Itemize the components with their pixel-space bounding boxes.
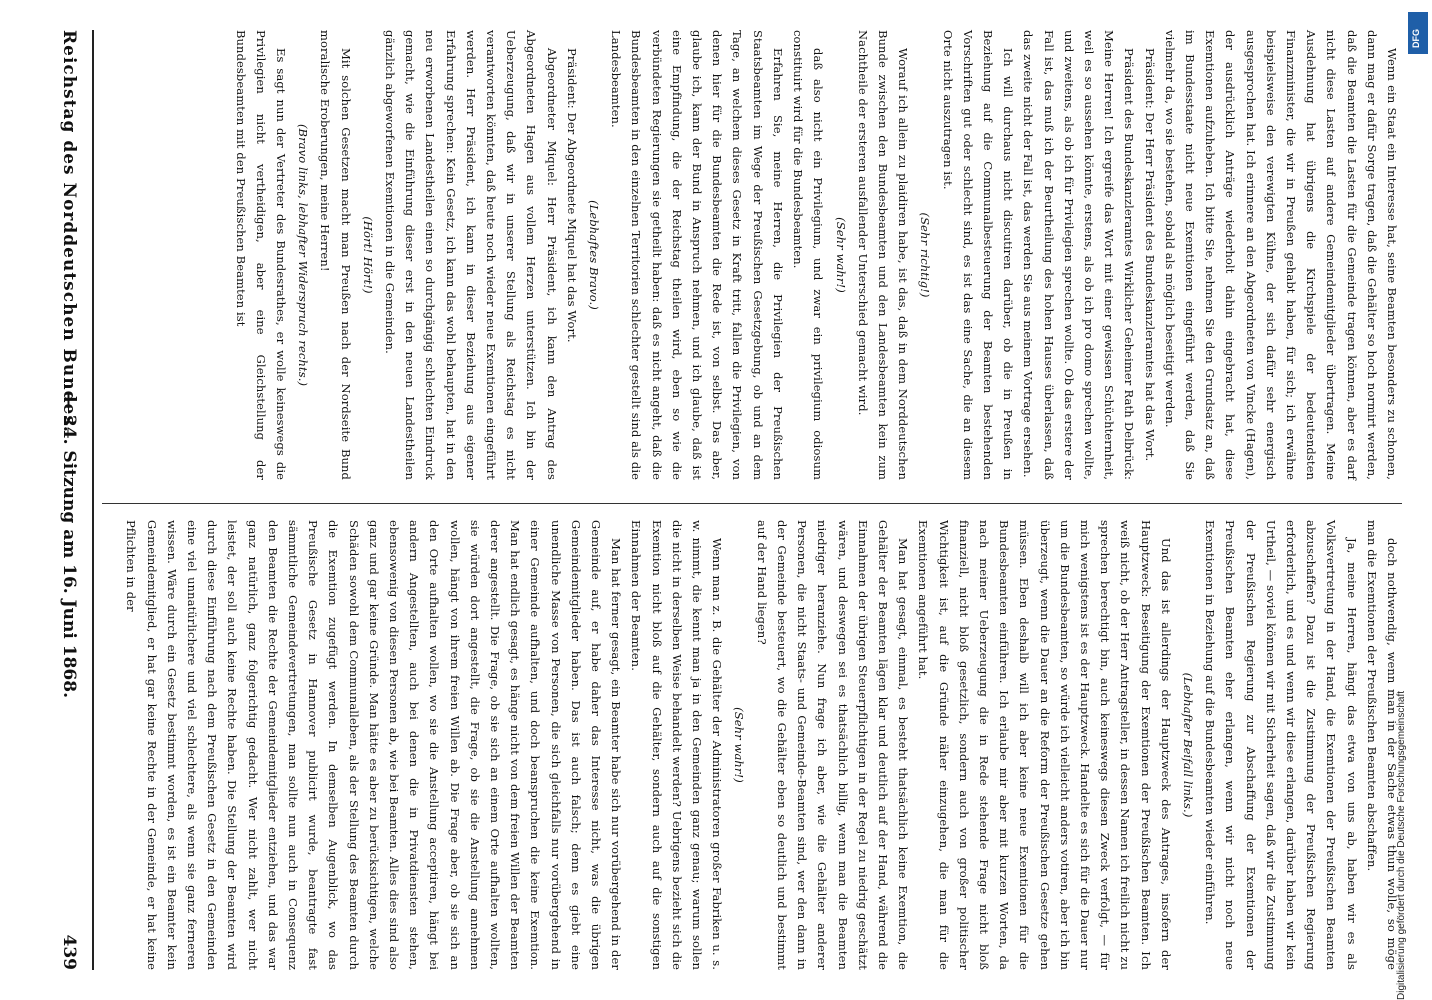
paragraph: Ich will durchaus nicht discutiren darüber, ob die in Preußen in Beziehung auf die Communalbesteuerung der Beamten bestehenden Vorschriften gut oder schlecht sind, es ist das eine Sache, die an diesem Orte nicht auszutragen ist. — [940, 30, 1016, 480]
interjection: (Sehr wahr!) — [732, 707, 747, 783]
header-title: Reichstag des Norddeutschen Bundes. — [59, 30, 79, 433]
right-column — [102, 520, 1402, 970]
paragraph: doch nothwendig, wenn man in der Sache etwas thun wolle, so möge man die Exemtionen der Preußischen Beamten abschaffen. — [1364, 520, 1399, 970]
dfg-logo: DFG — [1408, 12, 1428, 54]
paragraph: Präsident: Der Herr Präsident des Bundeskanzleramtes hat das Wort. — [1142, 48, 1157, 462]
interjection: (Bravo links, lebhafter Widerspruch rechts.) — [296, 123, 311, 387]
left-column — [102, 30, 1402, 480]
interjection: (Lebhafter Beifall links.) — [1180, 672, 1195, 818]
page-number: 439 — [59, 934, 79, 970]
paragraph: Ja, meine Herren, hängt das etwa von uns ab, haben wir es als Volksvertretung in der Hand, die Exemtionen der Preußischen Beamten abzuschaffen? Dazu ist die Zustimmung der Preußischen Regierung erforderlich, und es und wenn wir diese erlangen, darüber haben wir kein Urtheil, — soviel können wir mit Sicherheit sagen, daß wir die Zustimmung der Preußischen Regierung zur Abschaffung der Exemtionen der Preußischen Beamten eher erlangen, wenn wir nicht noch neue Exemtionen in Beziehung auf die Bundesbeamten wieder einführen. — [1203, 520, 1359, 970]
interjection: (Sehr wahr!) — [833, 217, 848, 293]
paragraph: daß also nicht ein Privilegium, und zwar ein privilegium odiosum constituirt wird für die Bundesbeamten. — [791, 30, 826, 480]
paragraph: Worauf ich allein zu plaidiren habe, ist das, daß in dem Norddeutschen Bunde zwischen den Bundesbeamten und den Landesbeamten kein zum Nachtheile der ersteren ausfallender Unterschied gemacht wird. — [855, 30, 911, 480]
paragraph: Präsident: Der Abgeordnete Miquel hat das Wort. — [564, 48, 579, 343]
column-divider — [102, 503, 1402, 504]
header-session: — 24. Sitzung am 16. Juni 1868. — [59, 392, 79, 698]
paragraph: Wenn man z. B. die Gehälter der Administratoren großer Fabriken u. s. w. nimmt, die kennt man ja in den Gemeinden ganz genau; warum sollen die nicht in derselben Weise behandelt werden? Uebrigens bezieht sich die Exemtion nicht bloß auf die Gehälter, sondern auch auf die sonstigen Einnahmen der Beamten. — [629, 520, 725, 970]
page-header — [47, 30, 87, 970]
paragraph: Man hat ferner gesagt, ein Beamter habe sich nur vorübergehend in der Gemeinde auf, er habe daher das Interesse nicht, was die übrigen Gemeindemitglieder haben. Das ist auch falsch; denn es giebt eine unendliche Masse von Personen, die sich gleichfalls nur vorübergehend in einer Gemeinde aufhalten, und doch beanspruchen die keine Exemtion. Man hat endlich gesagt, es hänge nicht von dem freien Willen der Beamten derer angestellt. Die Frage, ob sie sich an einem Orte aufhalten wollten, sie würden dort angestellt, die Frage, ob sie die Anstellung annehmen wollen, hängt von ihrem freien Willen ab. Die Frage aber, ob sie sich an den Orte aufhalten wollen, wo sie die Anstellung acceptiren, hängt bei andern Angestellten, auch bei denen die in Privatdiensten stehen, ebensowenig von diesen Personen ab, wie bei Beamten. Alles dies sind also ganz und gar keine Gründe. Man hätte es aber zu berücksichtigen, welche Schäden sowohl dem Communalleben, als der Stellung des Beamten durch die Exemtion zugefügt werden. In demselben Augenblick, wo das Preußische Gesetz in Hannover publicirt wurde, beantragte fast sämmtliche Gemeindevertretungen, man sollte nun auch in Consequenz den Beamten die Rechte der Gemeindemitglieder entziehen, und das war ganz natürlich, ganz folgerichtig gedacht. Wer nicht zahlt, wer nicht leistet, der soll auch keine Rechte haben. Die Stellung der Beamten wird durch diese Einführung nach dem Preußischen Gesetz in den Gemeinden eine viel unnatürlichere und viel schlechtere, als wenn sie ganz ferneren wissen. Wäre durch ein Gesetz bestimmt worden, es ist ein Beamter kein Gemeindemitglied, er hat gar keine Rechte in der Gemeinde, er hat keine Pflichten in der — [124, 520, 624, 970]
paragraph: Abgeordneter Miquel: Herr Präsident, ich kann den Antrag des Abgeordneten Hagen aus vollem Herzen unterstützen. Ich bin der Ueberzeugung, daß wir in unserer Stellung als Reichstag es nicht verantworten könnten, daß heute noch wieder neue Exemtionen eingeführt werden. Herr Präsident, ich kann in dieser Beziehung aus eigener Erfahrung sprechen: Kein Gesetz, ich kann das wohl behaupten, hat in den neu erworbenen Landestheilen einen so durchgängig schlechten Eindruck gemacht, wie die Einführung dieser erst in den neuen Landestheilen gänzlich abgeworfenen Exemtionen in die Gemeinden. — [383, 30, 559, 480]
paragraph: Es sagt nun der Vertreter des Bundesrathes, er wolle keineswegs die Privilegien nicht vertheidigen, aber eine Gleichstellung der Bundesbeamten mit den Preußischen Beamten ist — [233, 30, 289, 480]
paragraph: Wenn ein Staat ein Interesse hat, seine Beamten besonders zu schonen, dann mag er dafür Sorge tragen, daß die Gehälter so hoch normirt werden, daß die Beamten die Lasten für die Gemeinde tragen können, aber es darf nicht diese Lasten auf andere Gemeindemitglieder übertragen. Meine Ausdehnung hat übrigens die Kirchspiele der bedeutendsten Finanzminister, die wir in Preußen gehabt haben, für sich; ich erwähne beispielsweise den verewigten Kühne, der sich dafür sehr energisch ausgesprochen hat. Ich erinnere an den Abgeordneten von Vincke (Hagen), der ausdrücklich Anträge wiederholt dahin eingebracht hat, diese Exemtionen aufzuheben. Ich bitte Sie, nehmen Sie den Grundsatz an, daß im Bundesstaate nicht neue Exemtionen eingeführt werden, daß Sie vielmehr da, wo sie bestehen, sobald als möglich beseitigt werden. — [1162, 30, 1399, 480]
interjection: (Sehr richtig!) — [918, 212, 933, 298]
interjection: (Lebhaftes Bravo.) — [587, 200, 602, 310]
header-rule — [92, 30, 94, 970]
digitization-credit: Digitalisierung gefördert durch die Deutsche Forschungsgemeinschaft — [1396, 690, 1407, 1000]
paragraph: Erfahren Sie, meine Herren, die Privilegien der Preußischen Staatsbeamten im Wege der Preußischen Gesetzgebung, ob und an dem Tage, an welchem dieses Gesetz in Kraft tritt, fallen die Privilegien, von denen hier für die Bundesbeamten die Rede ist, von selbst. Das aber, glaube ich, kann der Bund in Anspruch nehmen, und ich glaube, daß ist eine Empfindung, die der Reichstag theilen wird, eben so wie die verbündeten Regierungen sie getheilt haben: daß es nicht angeht, daß die Bundesbeamten in den einzelnen Territorien schlechter gestellt sind als die Landesbeamten. — [609, 30, 785, 480]
interjection: (Hört! Hört!) — [360, 216, 375, 294]
paragraph: Mit solchen Gesetzen macht man Preußen nach der Nordseite Bund moralische Eroberungen, meine Herren! — [318, 30, 353, 480]
paragraph: Präsident des Bundeskanzleramtes Wirklicher Geheimer Rath Delbrück: Meine Herren! Ich ergreife das Wort mit einer gewissen Schüchternheit, weil es so aussehen könnte, erstens, als ob ich pro domo sprechen wollte, und zweitens, als ob ich für Privilegien sprechen wollte. Ob das erstere der Fall ist, das muß ich der Beurtheilung des hohen Hauses überlassen, daß das zweite nicht der Fall ist, das werden Sie aus meinem Vortrage ersehen. — [1021, 30, 1137, 480]
paragraph: Und das ist allerdings der Hauptzweck des Antrages, insofern der Hauptzweck: Beseitigung der Exemtionen der Preußischen Beamten. Ich weiß nicht, ob der Herr Antragsteller, in dessen Namen ich freilich nicht zu sprechen berechtigt bin, auch keineswegs diesen Zweck verfolgt, — für mich wenigstens ist es der Hauptzweck. Handelte es sich für die Dauer nur um die Bundesbeamten, so würde ich vielleicht anders votiren, aber ich bin überzeugt, wenn die Dauer an die Reform der Preußischen Gesetze gehen müssen. Eben deshalb will ich aber keine neue Exemtionen für die Bundesbeamten einführen. Ich erlaube mir aber mit kurzen Worten, da nach meiner Ueberzeugung die in Rede stehende Frage nicht bloß finanziell, nicht bloß gesetzlich, sondern auch von großer politischer Wichtigkeit ist, auf die Gründe näher einzugehen, die man für die Exemtionen angeführt hat. — [916, 520, 1173, 970]
paragraph: Man hat gesagt, einmal, es besteht thatsächlich keine Exemtion, die Gehälter der Beamten lägen klar und deutlich auf der Hand, während die Einnahmen der übrigen Steuerpflichtigen in der Regel zu niedrig geschätzt wären, und deswegen sei es thatsächlich billig, wenn man die Beamten niedriger heranziehe. Nun frage ich aber, wie die Gehälter anderer Personen, die nicht Staats- und Gemeinde-Beamten sind, wer den dann in der Gemeinde besteuert, wo die Gehälter eben so deutlich und bestimmt auf der Hand liegen? — [754, 520, 911, 970]
